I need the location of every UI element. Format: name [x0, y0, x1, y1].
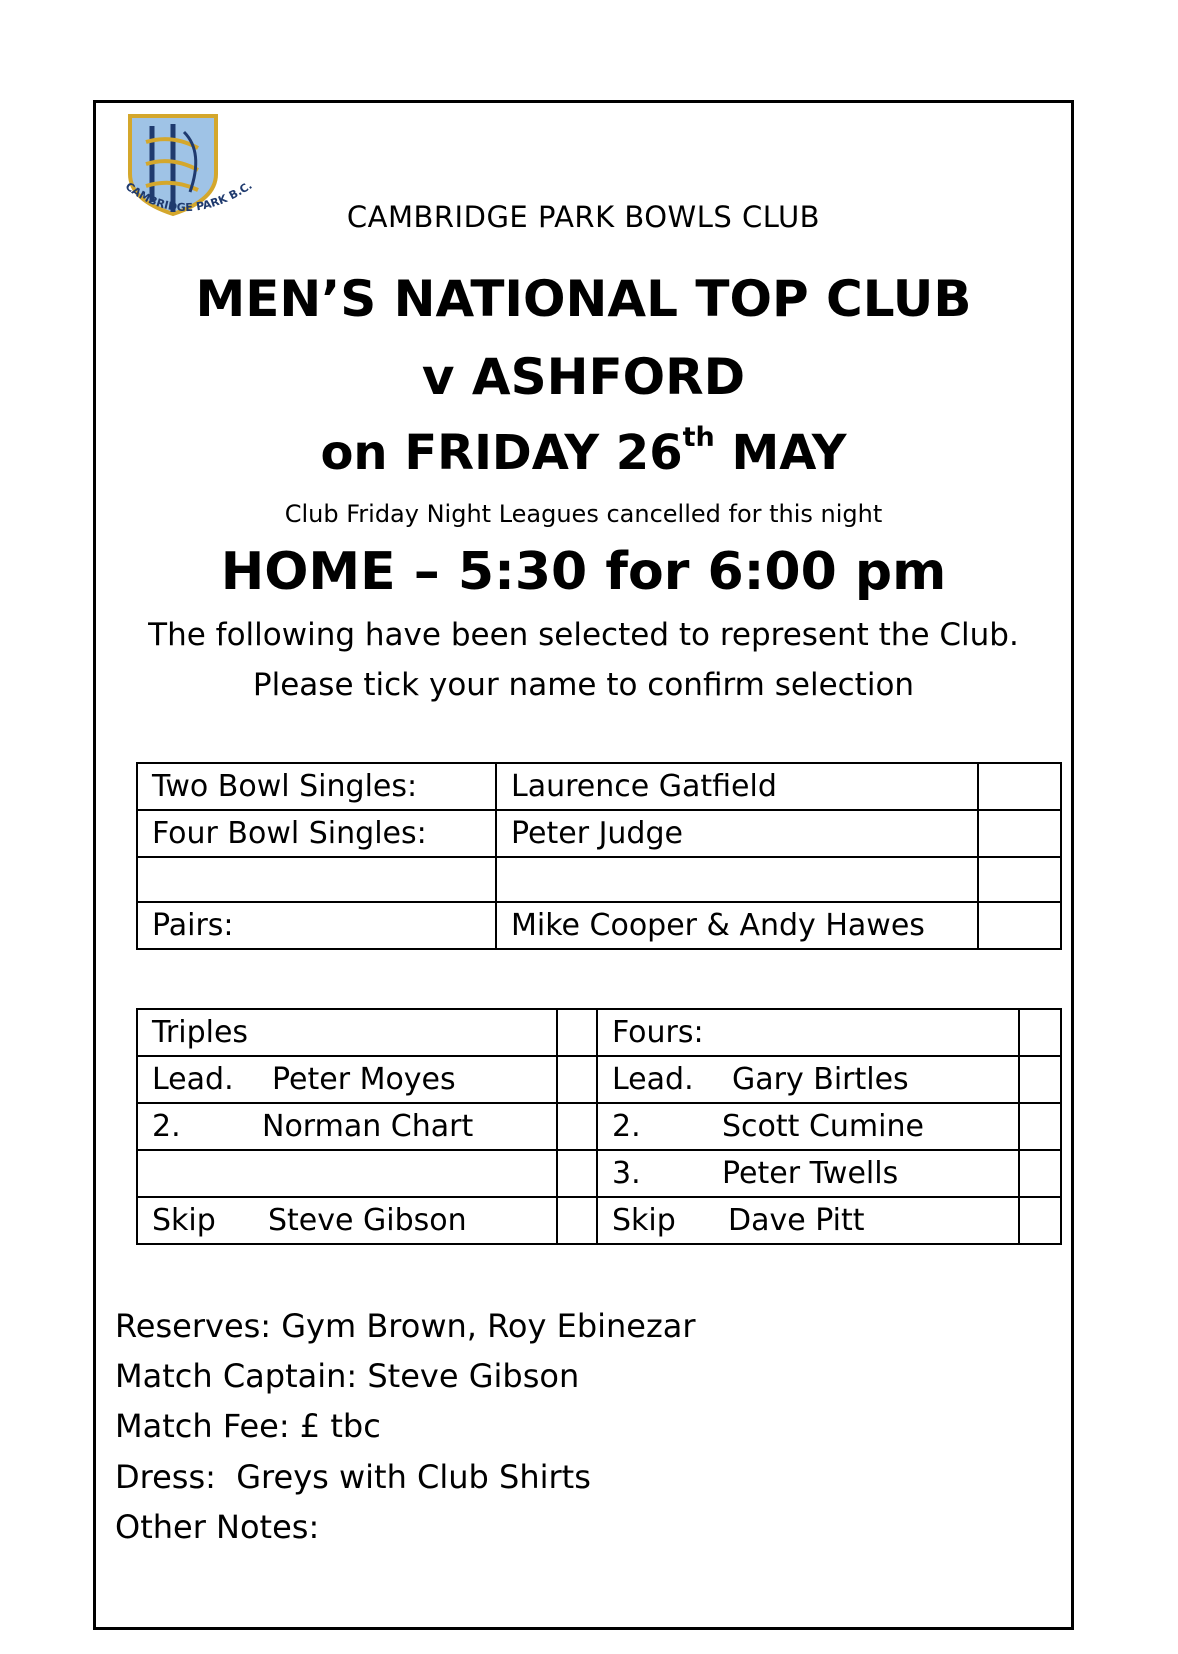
opponent: v ASHFORD — [421, 348, 746, 406]
event-cell: Four Bowl Singles: — [137, 810, 496, 857]
singles-pairs-table — [136, 762, 1062, 950]
player-name: Scott Cumine — [722, 1109, 924, 1144]
player-name: Gary Birtles — [732, 1062, 909, 1097]
selection-intro: The following have been selected to represent the Club. — [148, 617, 1019, 653]
tick-box[interactable] — [978, 902, 1061, 949]
fours-player-cell — [597, 1150, 1019, 1197]
tick-box[interactable] — [1019, 1103, 1061, 1150]
tick-box[interactable] — [557, 1150, 597, 1197]
captain-label: Match Captain: — [115, 1357, 358, 1395]
fours-player-cell — [597, 1197, 1019, 1244]
fee-value: £ tbc — [299, 1407, 381, 1445]
dress-code — [115, 1458, 591, 1496]
fours-player-cell — [597, 1056, 1019, 1103]
player-name: Dave Pitt — [728, 1203, 865, 1238]
tick-box[interactable] — [978, 763, 1061, 810]
players-cell: Laurence Gatfield — [496, 763, 978, 810]
triples-fours-table — [136, 1008, 1062, 1245]
table-row — [137, 1009, 1061, 1056]
players-cell: Mike Cooper & Andy Hawes — [496, 902, 978, 949]
triples-player-cell — [137, 1197, 557, 1244]
event-title: MEN’S NATIONAL TOP CLUB — [195, 270, 972, 328]
position-label: Skip — [612, 1203, 676, 1238]
tick-box[interactable] — [1019, 1056, 1061, 1103]
event-cell — [137, 857, 496, 902]
players-cell: Peter Judge — [496, 810, 978, 857]
captain-value: Steve Gibson — [367, 1357, 580, 1395]
logo-text: CAMBRIDGE PARK B.C. — [122, 178, 255, 215]
match-time: HOME – 5:30 for 6:00 pm — [220, 542, 947, 602]
table-row — [137, 1103, 1061, 1150]
table-row — [137, 1197, 1061, 1244]
player-name: Peter Twells — [722, 1156, 899, 1191]
league-note: Club Friday Night Leagues cancelled for this night — [284, 500, 883, 528]
match-fee — [115, 1407, 381, 1445]
fours-heading: Fours: — [597, 1009, 1019, 1056]
club-name: CAMBRIDGE PARK BOWLS CLUB — [346, 200, 821, 234]
player-name: Norman Chart — [262, 1109, 474, 1144]
position-label: 3. — [612, 1156, 641, 1191]
tick-box[interactable] — [1019, 1150, 1061, 1197]
position-label: 2. — [152, 1109, 181, 1144]
position-label: 2. — [612, 1109, 641, 1144]
tick-box[interactable] — [978, 810, 1061, 857]
table-row — [137, 1056, 1061, 1103]
other-notes: Other Notes: — [115, 1508, 320, 1546]
tick-box[interactable] — [557, 1197, 597, 1244]
table-row — [137, 810, 1061, 857]
players-cell — [496, 857, 978, 902]
position-label: Lead. — [152, 1062, 234, 1097]
tick-box[interactable] — [978, 857, 1061, 902]
match-captain — [115, 1357, 579, 1395]
table-row — [137, 902, 1061, 949]
date-day: on FRIDAY 26 — [320, 425, 683, 481]
tick-box[interactable] — [557, 1009, 597, 1056]
tick-box[interactable] — [557, 1056, 597, 1103]
reserves-value: Gym Brown, Roy Ebinezar — [281, 1307, 696, 1345]
selection-instruction: Please tick your name to confirm selection — [252, 667, 915, 703]
dress-value: Greys with Club Shirts — [236, 1458, 591, 1496]
position-label: Lead. — [612, 1062, 694, 1097]
tick-box[interactable] — [557, 1103, 597, 1150]
date-ordinal: th — [682, 422, 715, 453]
date-month: MAY — [731, 425, 847, 481]
tick-box[interactable] — [1019, 1197, 1061, 1244]
triples-player-cell — [137, 1103, 557, 1150]
fee-label: Match Fee: — [115, 1407, 290, 1445]
table-row — [137, 763, 1061, 810]
reserves-label: Reserves: — [115, 1307, 272, 1345]
reserves — [115, 1307, 696, 1345]
triples-player-cell — [137, 1150, 557, 1197]
match-date — [93, 422, 1074, 481]
position-label: Skip — [152, 1203, 216, 1238]
player-name: Peter Moyes — [272, 1062, 456, 1097]
fours-player-cell — [597, 1103, 1019, 1150]
triples-heading: Triples — [137, 1009, 557, 1056]
table-row — [137, 1150, 1061, 1197]
dress-label: Dress: — [115, 1458, 216, 1496]
event-cell: Two Bowl Singles: — [137, 763, 496, 810]
table-row — [137, 857, 1061, 902]
player-name: Steve Gibson — [268, 1203, 467, 1238]
event-cell: Pairs: — [137, 902, 496, 949]
tick-box[interactable] — [1019, 1009, 1061, 1056]
triples-player-cell — [137, 1056, 557, 1103]
